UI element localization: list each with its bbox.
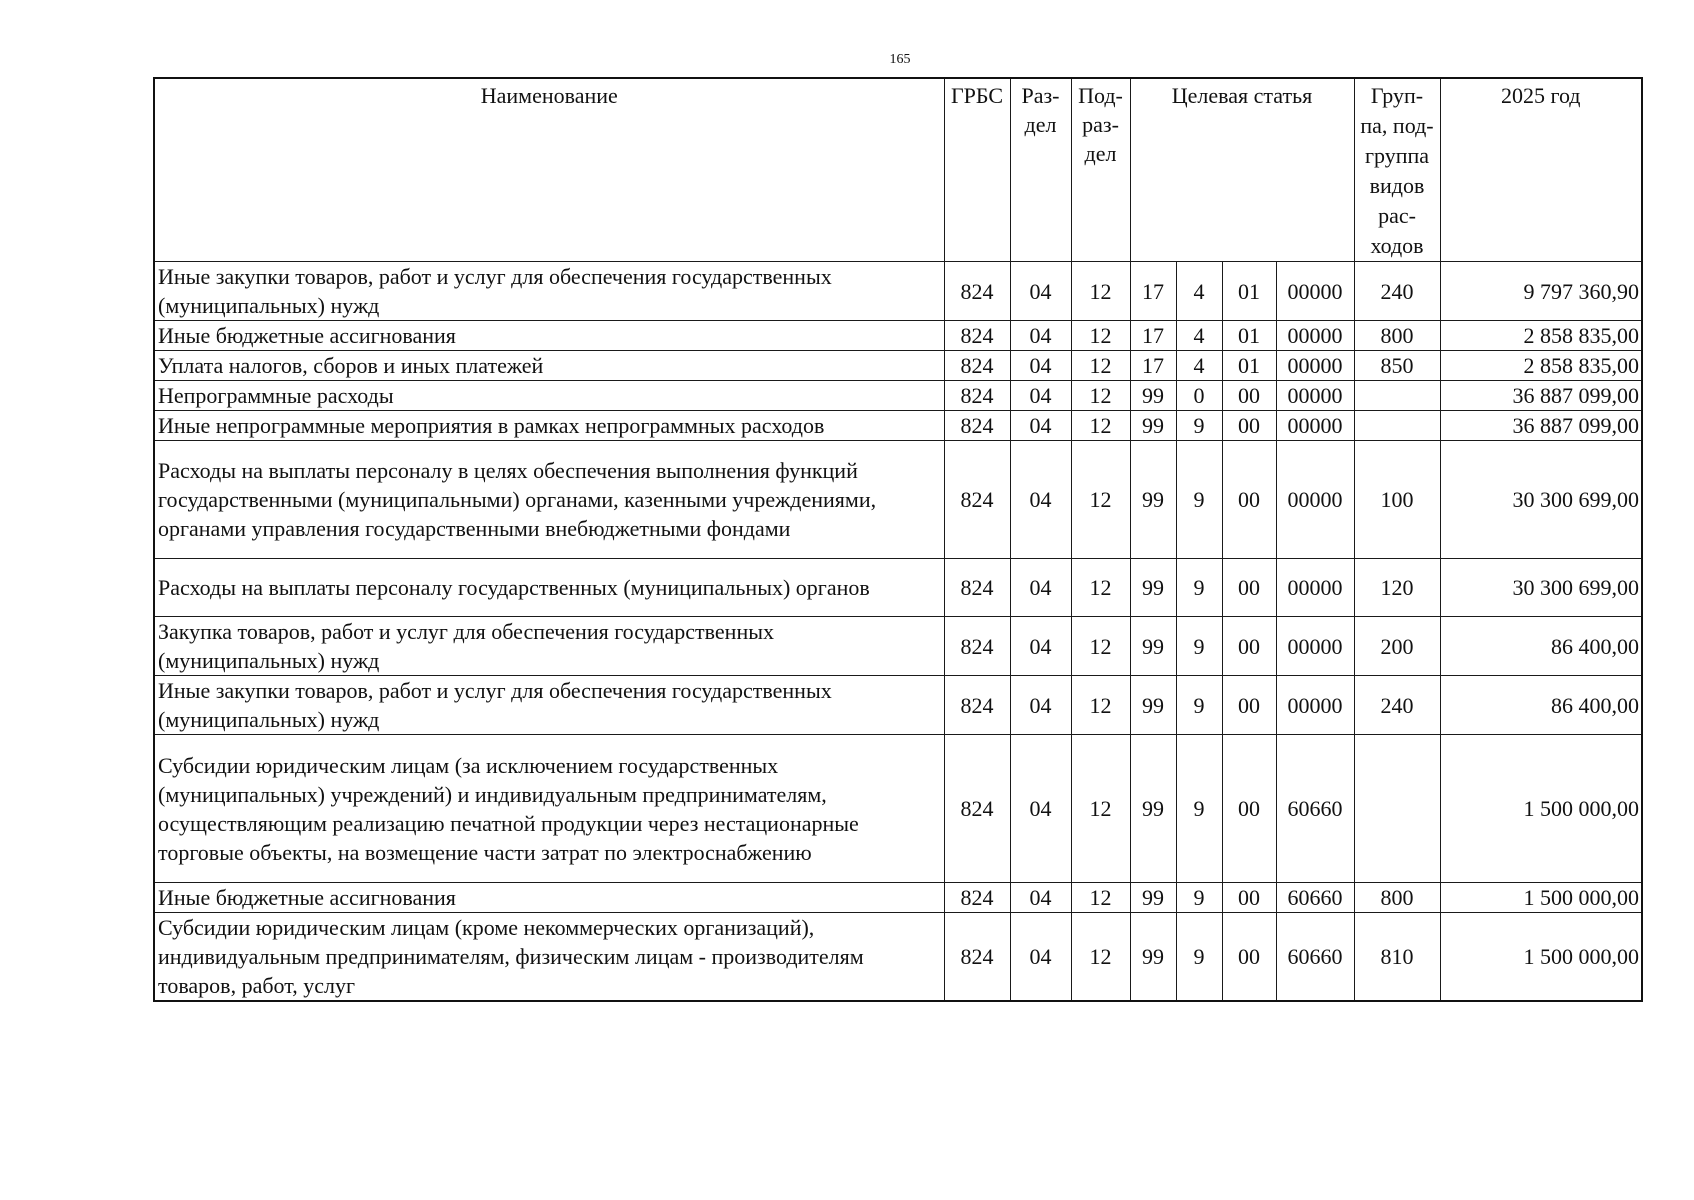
row-name: Субсидии юридическим лицам (кроме некоммерческих организаций), индивидуальным предпринимателям, физическим лицам - производителям товаров, работ, услуг — [154, 913, 944, 1002]
amount-2025: 30 300 699,00 — [1440, 441, 1642, 559]
target-type: 9 — [1176, 735, 1222, 883]
target-subprogram: 00 — [1222, 617, 1276, 676]
amount-2025: 2 858 835,00 — [1440, 351, 1642, 381]
header-razdel: Раз- дел — [1010, 78, 1071, 262]
target-type: 4 — [1176, 351, 1222, 381]
target-subprogram: 01 — [1222, 321, 1276, 351]
razdel-code: 04 — [1010, 321, 1071, 351]
amount-2025: 9 797 360,90 — [1440, 262, 1642, 321]
podrazdel-code: 12 — [1071, 559, 1130, 617]
amount-2025: 1 500 000,00 — [1440, 735, 1642, 883]
budget-table — [153, 77, 1643, 1002]
row-name: Иные бюджетные ассигнования — [154, 321, 944, 351]
podrazdel-code: 12 — [1071, 411, 1130, 441]
podrazdel-code: 12 — [1071, 676, 1130, 735]
target-direction: 00000 — [1276, 411, 1354, 441]
podrazdel-code: 12 — [1071, 441, 1130, 559]
table-row — [154, 411, 1642, 441]
razdel-code: 04 — [1010, 617, 1071, 676]
podrazdel-code: 12 — [1071, 321, 1130, 351]
podrazdel-code: 12 — [1071, 262, 1130, 321]
razdel-code: 04 — [1010, 411, 1071, 441]
row-name: Иные непрограммные мероприятия в рамках непрограммных расходов — [154, 411, 944, 441]
table-row — [154, 441, 1642, 559]
expense-group-code — [1354, 381, 1440, 411]
target-direction: 60660 — [1276, 913, 1354, 1002]
row-name: Иные закупки товаров, работ и услуг для обеспечения государственных (муниципальных) нужд — [154, 262, 944, 321]
target-subprogram: 00 — [1222, 913, 1276, 1002]
target-type: 9 — [1176, 441, 1222, 559]
target-program: 99 — [1130, 913, 1176, 1002]
expense-group-code: 200 — [1354, 617, 1440, 676]
razdel-code: 04 — [1010, 883, 1071, 913]
target-program: 99 — [1130, 883, 1176, 913]
amount-2025: 86 400,00 — [1440, 617, 1642, 676]
razdel-code: 04 — [1010, 735, 1071, 883]
target-direction: 60660 — [1276, 883, 1354, 913]
expense-group-code: 100 — [1354, 441, 1440, 559]
target-direction: 60660 — [1276, 735, 1354, 883]
razdel-code: 04 — [1010, 559, 1071, 617]
razdel-code: 04 — [1010, 676, 1071, 735]
target-type: 9 — [1176, 676, 1222, 735]
target-subprogram: 00 — [1222, 559, 1276, 617]
expense-group-code: 800 — [1354, 321, 1440, 351]
amount-2025: 36 887 099,00 — [1440, 381, 1642, 411]
expense-group-code: 240 — [1354, 262, 1440, 321]
target-program: 99 — [1130, 676, 1176, 735]
amount-2025: 30 300 699,00 — [1440, 559, 1642, 617]
target-type: 0 — [1176, 381, 1222, 411]
target-program: 99 — [1130, 411, 1176, 441]
header-expense-group: Груп- па, под- группа видов рас- ходов — [1354, 78, 1440, 262]
grbs-code: 824 — [944, 735, 1010, 883]
amount-2025: 86 400,00 — [1440, 676, 1642, 735]
expense-group-code — [1354, 735, 1440, 883]
expense-group-code: 240 — [1354, 676, 1440, 735]
target-program: 99 — [1130, 735, 1176, 883]
target-direction: 00000 — [1276, 262, 1354, 321]
header-name: Наименование — [154, 78, 944, 262]
row-name: Расходы на выплаты персоналу в целях обеспечения выполнения функций государственными (муниципальными) органами, казенными учреждениями, органами управления государственными внебюджетными фондами — [154, 441, 944, 559]
header-grbs: ГРБС — [944, 78, 1010, 262]
table-row — [154, 351, 1642, 381]
amount-2025: 36 887 099,00 — [1440, 411, 1642, 441]
podrazdel-code: 12 — [1071, 617, 1130, 676]
expense-group-code: 800 — [1354, 883, 1440, 913]
target-subprogram: 00 — [1222, 381, 1276, 411]
row-name: Субсидии юридическим лицам (за исключением государственных (муниципальных) учреждений) и индивидуальным предпринимателям, осуществляющим реализацию печатной продукции через нестационарные торговые объекты, на возмещение части затрат по электроснабжению — [154, 735, 944, 883]
row-name: Иные бюджетные ассигнования — [154, 883, 944, 913]
target-subprogram: 01 — [1222, 262, 1276, 321]
razdel-code: 04 — [1010, 351, 1071, 381]
table-row — [154, 676, 1642, 735]
target-subprogram: 00 — [1222, 883, 1276, 913]
target-type: 4 — [1176, 262, 1222, 321]
target-program: 99 — [1130, 559, 1176, 617]
target-type: 9 — [1176, 913, 1222, 1002]
table-header-row — [154, 78, 1642, 262]
target-direction: 00000 — [1276, 321, 1354, 351]
table-row — [154, 559, 1642, 617]
grbs-code: 824 — [944, 321, 1010, 351]
header-podrazdel: Под- раз- дел — [1071, 78, 1130, 262]
page-number: 165 — [889, 52, 911, 67]
podrazdel-code: 12 — [1071, 735, 1130, 883]
grbs-code: 824 — [944, 913, 1010, 1002]
header-target-article: Целевая статья — [1130, 78, 1354, 262]
target-direction: 00000 — [1276, 441, 1354, 559]
grbs-code: 824 — [944, 441, 1010, 559]
target-direction: 00000 — [1276, 381, 1354, 411]
target-type: 9 — [1176, 883, 1222, 913]
podrazdel-code: 12 — [1071, 351, 1130, 381]
target-direction: 00000 — [1276, 351, 1354, 381]
row-name: Иные закупки товаров, работ и услуг для обеспечения государственных (муниципальных) нужд — [154, 676, 944, 735]
podrazdel-code: 12 — [1071, 883, 1130, 913]
target-subprogram: 01 — [1222, 351, 1276, 381]
razdel-code: 04 — [1010, 262, 1071, 321]
target-program: 99 — [1130, 441, 1176, 559]
target-subprogram: 00 — [1222, 441, 1276, 559]
target-subprogram: 00 — [1222, 735, 1276, 883]
row-name: Непрограммные расходы — [154, 381, 944, 411]
expense-group-code — [1354, 411, 1440, 441]
table-row — [154, 262, 1642, 321]
podrazdel-code: 12 — [1071, 913, 1130, 1002]
grbs-code: 824 — [944, 262, 1010, 321]
table-row — [154, 913, 1642, 1002]
grbs-code: 824 — [944, 883, 1010, 913]
table-row — [154, 883, 1642, 913]
target-program: 17 — [1130, 351, 1176, 381]
grbs-code: 824 — [944, 381, 1010, 411]
grbs-code: 824 — [944, 411, 1010, 441]
target-type: 9 — [1176, 559, 1222, 617]
table-row — [154, 381, 1642, 411]
row-name: Расходы на выплаты персоналу государственных (муниципальных) органов — [154, 559, 944, 617]
target-program: 99 — [1130, 617, 1176, 676]
header-year-2025: 2025 год — [1440, 78, 1642, 262]
target-program: 99 — [1130, 381, 1176, 411]
amount-2025: 1 500 000,00 — [1440, 913, 1642, 1002]
row-name: Закупка товаров, работ и услуг для обеспечения государственных (муниципальных) нужд — [154, 617, 944, 676]
row-name: Уплата налогов, сборов и иных платежей — [154, 351, 944, 381]
expense-group-code: 810 — [1354, 913, 1440, 1002]
target-type: 4 — [1176, 321, 1222, 351]
razdel-code: 04 — [1010, 913, 1071, 1002]
target-program: 17 — [1130, 321, 1176, 351]
target-direction: 00000 — [1276, 676, 1354, 735]
expense-group-code: 120 — [1354, 559, 1440, 617]
grbs-code: 824 — [944, 676, 1010, 735]
target-direction: 00000 — [1276, 559, 1354, 617]
grbs-code: 824 — [944, 617, 1010, 676]
table-row — [154, 617, 1642, 676]
expense-group-code: 850 — [1354, 351, 1440, 381]
podrazdel-code: 12 — [1071, 381, 1130, 411]
table-row — [154, 735, 1642, 883]
amount-2025: 1 500 000,00 — [1440, 883, 1642, 913]
grbs-code: 824 — [944, 351, 1010, 381]
razdel-code: 04 — [1010, 381, 1071, 411]
target-type: 9 — [1176, 411, 1222, 441]
table-row — [154, 321, 1642, 351]
target-type: 9 — [1176, 617, 1222, 676]
target-direction: 00000 — [1276, 617, 1354, 676]
razdel-code: 04 — [1010, 441, 1071, 559]
grbs-code: 824 — [944, 559, 1010, 617]
target-subprogram: 00 — [1222, 411, 1276, 441]
amount-2025: 2 858 835,00 — [1440, 321, 1642, 351]
target-program: 17 — [1130, 262, 1176, 321]
target-subprogram: 00 — [1222, 676, 1276, 735]
